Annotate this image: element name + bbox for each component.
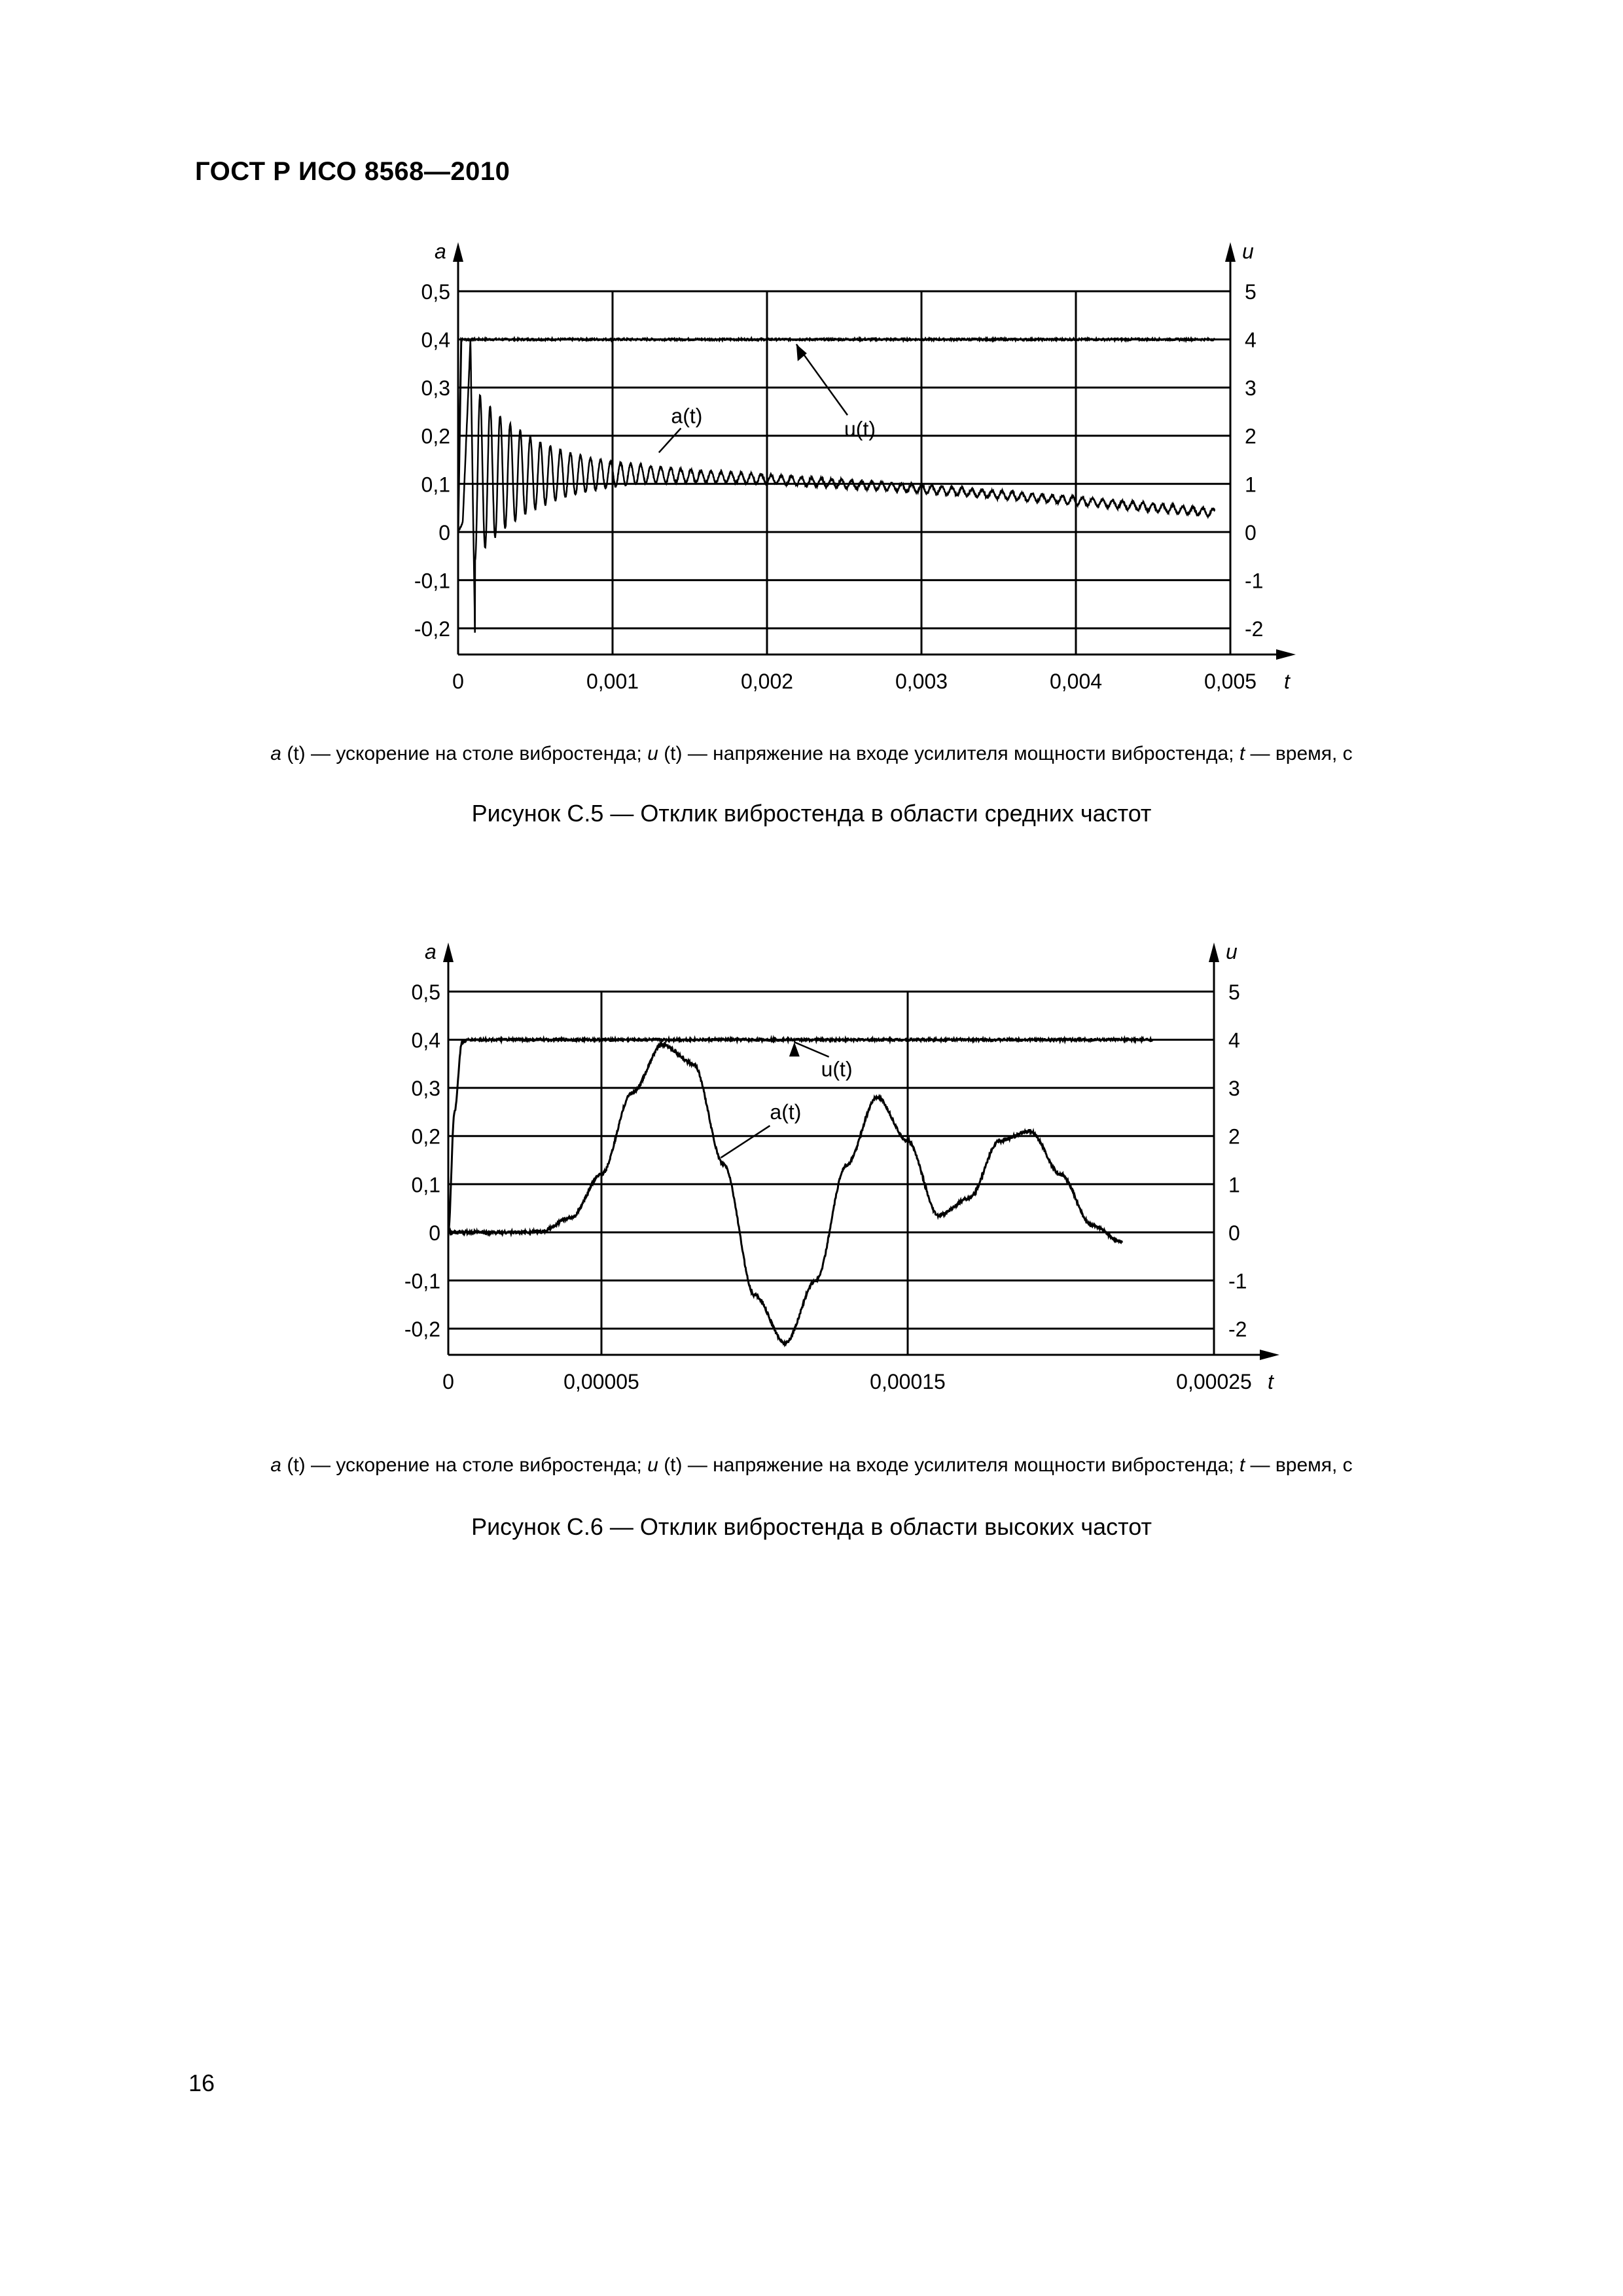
annotation-u-t-arrow	[794, 1042, 829, 1056]
y-tick-label-right: -1	[1228, 1269, 1247, 1293]
y-tick-label-left: 0	[438, 520, 450, 545]
annotation-u-t: u(t)	[844, 417, 876, 441]
x-tick-label: 0	[452, 670, 464, 693]
y-axis-label-left: a	[435, 240, 446, 263]
x-tick-label: 0	[442, 1370, 454, 1393]
legend-u-arg: (t)	[664, 743, 683, 764]
x-tick-label: 0,00005	[563, 1370, 639, 1393]
legend-a-arg: (t)	[287, 743, 306, 764]
legend-u-arg: (t)	[664, 1454, 683, 1476]
figure-c5	[0, 216, 1623, 805]
y-tick-label-right: 1	[1245, 473, 1257, 497]
page-number: 16	[188, 2070, 215, 2096]
x-tick-label: 0,00025	[1176, 1370, 1252, 1393]
annotation-a-t: a(t)	[671, 404, 703, 428]
document-header: ГОСТ Р ИСО 8568—2010	[195, 157, 510, 186]
y-tick-label-right: -2	[1228, 1318, 1247, 1341]
y-tick-label-right: 5	[1245, 280, 1257, 304]
y-tick-label-right: -1	[1245, 569, 1264, 593]
y-tick-label-left: 0,3	[411, 1077, 440, 1101]
y-axis-label-right: u	[1226, 940, 1238, 963]
y-tick-label-left: 0,2	[411, 1124, 440, 1149]
x-tick-label: 0,003	[895, 670, 948, 693]
legend-u-symbol: u	[647, 1454, 658, 1476]
y-tick-label-left: 0,1	[411, 1173, 440, 1197]
annotation-u-t: u(t)	[821, 1057, 853, 1081]
x-axis-label: t	[1268, 1370, 1274, 1393]
x-axis-arrow	[1260, 1350, 1279, 1360]
legend-t-description: — время, с	[1245, 743, 1353, 764]
y-tick-label-left: 0,5	[411, 980, 440, 1004]
chart-c5	[0, 216, 1623, 726]
series-a-line	[458, 340, 1215, 633]
x-axis-label: t	[1284, 670, 1290, 693]
annotation-u-t-arrowhead	[796, 344, 807, 361]
y-axis-left-arrow	[453, 242, 463, 262]
legend-a-arg: (t)	[287, 1454, 306, 1476]
x-tick-label: 0,001	[586, 670, 639, 693]
y-tick-label-left: -0,1	[404, 1269, 440, 1293]
y-tick-label-right: 4	[1245, 328, 1257, 352]
chart-c6	[0, 923, 1623, 1440]
legend-t-symbol: t	[1239, 1454, 1245, 1476]
y-tick-label-left: -0,2	[414, 617, 450, 641]
y-tick-label-right: 5	[1228, 980, 1240, 1004]
annotation-a-t: a(t)	[770, 1100, 802, 1124]
y-axis-label-left: a	[425, 940, 437, 963]
legend-a-description: — ускорение на столе вибростенда;	[305, 1454, 648, 1476]
y-tick-label-right: 0	[1245, 520, 1257, 545]
figure-c6-legend	[0, 1454, 1623, 1477]
figure-c6-caption: Рисунок С.6 — Отклик вибростенда в области высоких частот	[471, 1513, 1152, 1540]
figure-c5-caption: Рисунок С.5 — Отклик вибростенда в области средних частот	[471, 800, 1152, 827]
annotation-a-t-leader	[721, 1126, 770, 1158]
legend-a-symbol: a	[270, 1454, 281, 1476]
legend-t-description: — время, с	[1245, 1454, 1353, 1476]
x-tick-label: 0,004	[1049, 670, 1103, 693]
y-tick-label-right: 3	[1228, 1077, 1240, 1101]
y-tick-label-left: 0	[429, 1221, 440, 1245]
y-axis-label-right: u	[1242, 240, 1254, 263]
x-tick-label: 0,005	[1204, 670, 1257, 693]
y-axis-left-arrow	[443, 942, 454, 962]
y-tick-label-right: 0	[1228, 1221, 1240, 1245]
y-tick-label-left: -0,2	[404, 1318, 440, 1341]
y-tick-label-left: 0,2	[421, 424, 450, 448]
y-axis-right-arrow	[1225, 242, 1236, 262]
y-tick-label-right: 2	[1228, 1124, 1240, 1149]
y-tick-label-left: 0,5	[421, 280, 450, 304]
legend-u-description: — напряжение на входе усилителя мощности вибростенда;	[682, 1454, 1240, 1476]
y-tick-label-right: -2	[1245, 617, 1264, 641]
legend-u-symbol: u	[647, 743, 658, 764]
annotation-a-t-leader	[659, 428, 681, 452]
legend-a-description: — ускорение на столе вибростенда;	[305, 743, 648, 764]
y-tick-label-left: 0,4	[421, 328, 450, 352]
y-tick-label-right: 3	[1245, 376, 1257, 401]
y-tick-label-right: 1	[1228, 1173, 1240, 1197]
x-tick-label: 0,00015	[870, 1370, 946, 1393]
y-tick-label-left: 0,4	[411, 1028, 440, 1052]
y-tick-label-right: 2	[1245, 424, 1257, 448]
legend-a-symbol: a	[270, 743, 281, 764]
y-axis-right-arrow	[1209, 942, 1219, 962]
legend-t-symbol: t	[1239, 743, 1245, 764]
x-axis-arrow	[1276, 649, 1296, 660]
y-tick-label-left: 0,3	[421, 376, 450, 401]
y-tick-label-left: 0,1	[421, 473, 450, 497]
figure-c6	[0, 923, 1623, 1525]
x-tick-label: 0,002	[740, 670, 794, 693]
y-tick-label-right: 4	[1228, 1028, 1240, 1052]
figure-c5-legend	[0, 743, 1623, 765]
y-tick-label-left: -0,1	[414, 569, 450, 593]
legend-u-description: — напряжение на входе усилителя мощности вибростенда;	[682, 743, 1240, 764]
